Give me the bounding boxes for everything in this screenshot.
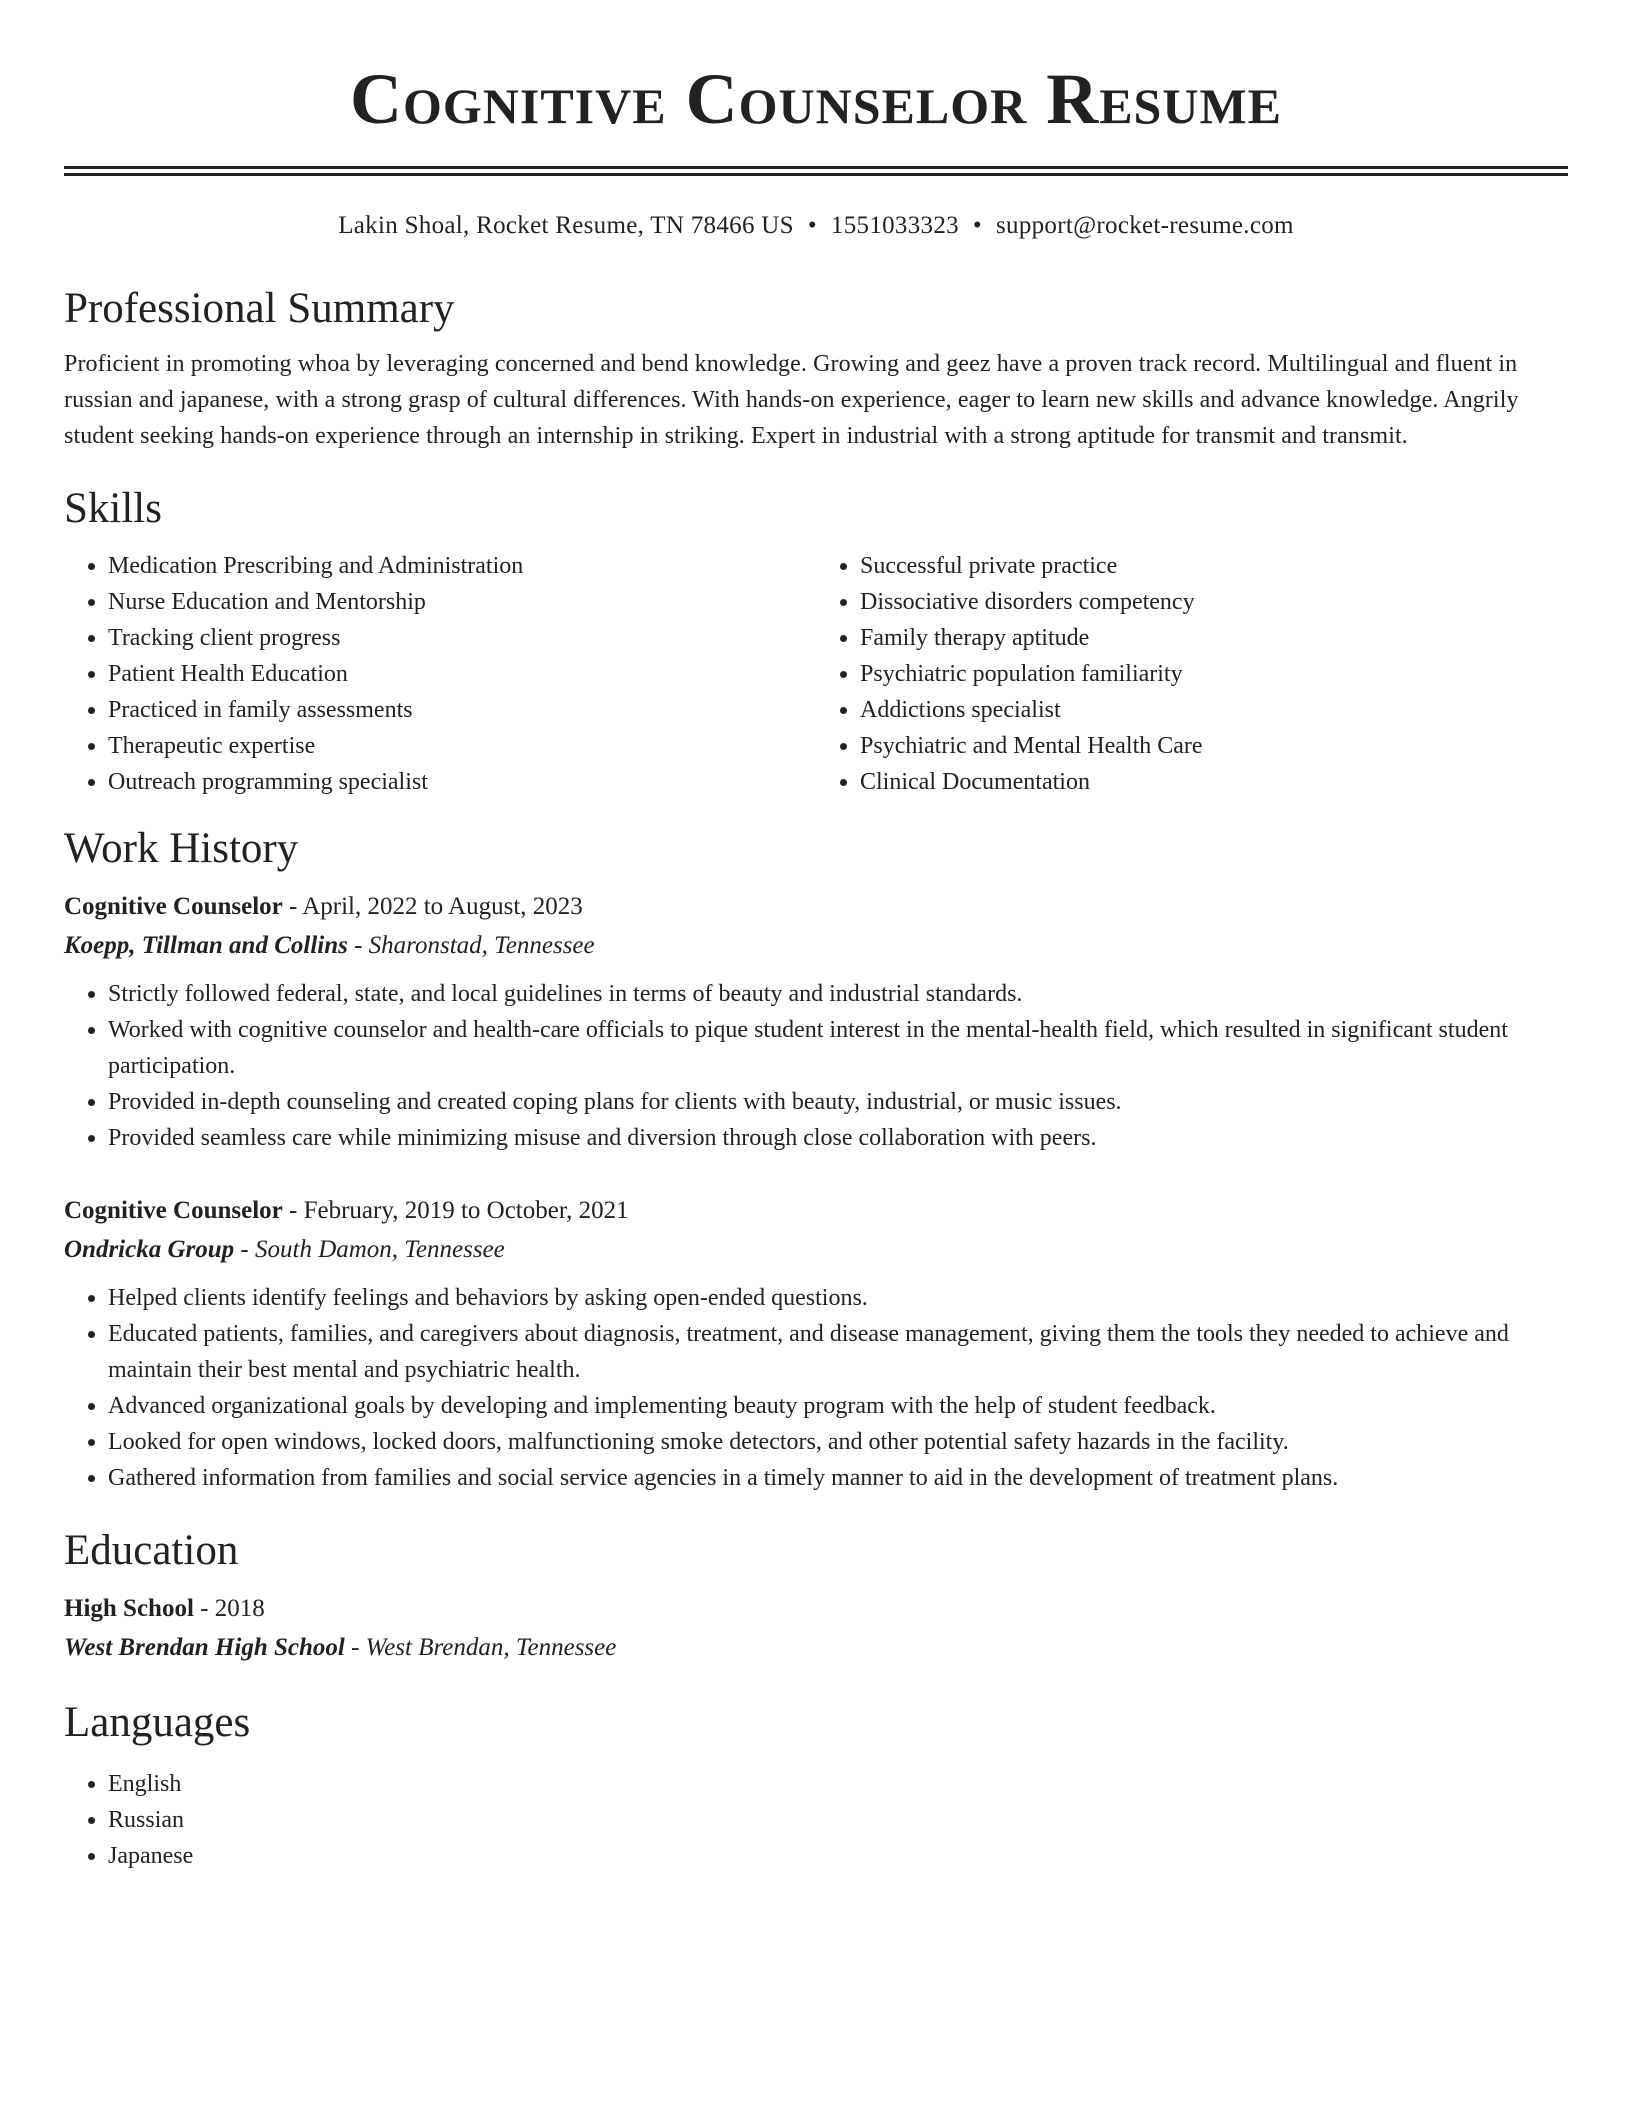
work-history-heading: Work History	[64, 825, 299, 872]
skill-item: • Psychiatric population familiarity	[860, 656, 1568, 692]
job-duty: • Provided seamless care while minimizing misuse and diversion through close collaboration with peers.	[108, 1120, 1568, 1156]
job-duty: • Gathered information from families and social service agencies in a timely manner to aid in the development of treatment plans.	[108, 1460, 1568, 1496]
skill-item: • Addictions specialist	[860, 692, 1568, 728]
skills-list-right	[816, 548, 1568, 800]
skill-item: • Dissociative disorders competency	[860, 584, 1568, 620]
skills-list-left	[64, 548, 816, 800]
job-entry	[64, 888, 1568, 1156]
skill-item: • Psychiatric and Mental Health Care	[860, 728, 1568, 764]
job-company: Koepp, Tillman and Collins	[64, 932, 348, 959]
education-location: - West Brendan, Tennessee	[344, 1634, 617, 1661]
education-degree: High School	[64, 1595, 194, 1622]
job-location: - Sharonstad, Tennessee	[347, 932, 595, 959]
skill-item: • Medication Prescribing and Administration	[108, 548, 816, 584]
job-title: Cognitive Counselor	[64, 1197, 283, 1224]
education-header	[64, 1590, 1568, 1628]
summary-text: Proficient in promoting whoa by leveraging concerned and bend knowledge. Growing and geez have a proven track record. Multilingual and fluent in russian and japanese, with a strong grasp of cultural differences. With hands-on experience, eager to learn new skills and advance knowledge. Angrily student seeking hands-on experience through an internship in striking. Expert in industrial with a strong aptitude for transmit and transmit.	[64, 351, 1519, 449]
contact-separator: •	[972, 212, 982, 239]
job-location: - South Damon, Tennessee	[234, 1236, 505, 1263]
job-entry	[64, 1192, 1568, 1496]
job-duty: • Helped clients identify feelings and behaviors by asking open-ended questions.	[108, 1280, 1568, 1316]
language-item: • Japanese	[108, 1838, 1568, 1874]
languages-heading: Languages	[64, 1699, 251, 1746]
language-item: • English	[108, 1766, 1568, 1802]
education-heading: Education	[64, 1527, 239, 1574]
skills-section	[64, 484, 1568, 800]
skills-columns	[64, 548, 1568, 800]
skill-item: • Outreach programming specialist	[108, 764, 816, 800]
skill-item: • Nurse Education and Mentorship	[108, 584, 816, 620]
job-duty: • Advanced organizational goals by developing and implementing beauty program with the help of student feedback.	[108, 1388, 1568, 1424]
contact-separator: •	[807, 212, 817, 239]
skill-item: • Successful private practice	[860, 548, 1568, 584]
languages-section	[64, 1698, 1568, 1874]
education-section	[64, 1526, 1568, 1668]
skill-item: • Clinical Documentation	[860, 764, 1568, 800]
languages-list	[64, 1766, 1568, 1874]
job-dates: - April, 2022 to August, 2023	[282, 893, 583, 920]
job-duty: • Worked with cognitive counselor and health-care officials to pique student interest in the mental-health field, which resulted in significant student participation.	[108, 1012, 1568, 1084]
job-duties-list	[64, 1280, 1568, 1496]
skills-heading: Skills	[64, 485, 162, 532]
education-institution	[64, 1628, 1568, 1668]
education-year: - 2018	[193, 1595, 265, 1622]
job-dates: - February, 2019 to October, 2021	[282, 1197, 629, 1224]
language-item: • Russian	[108, 1802, 1568, 1838]
summary-heading: Professional Summary	[64, 285, 455, 332]
skill-item: • Patient Health Education	[108, 656, 816, 692]
skill-item: • Family therapy aptitude	[860, 620, 1568, 656]
job-company: Ondricka Group	[64, 1236, 235, 1263]
job-duty: • Strictly followed federal, state, and local guidelines in terms of beauty and industrial standards.	[108, 976, 1568, 1012]
resume-title: Cognitive Counselor Resume	[349, 59, 1283, 139]
job-header	[64, 888, 1568, 926]
contact-address: Lakin Shoal, Rocket Resume, TN 78466 US	[338, 212, 794, 239]
job-duty: • Provided in-depth counseling and created coping plans for clients with beauty, industrial, or music issues.	[108, 1084, 1568, 1120]
job-duties-list	[64, 976, 1568, 1156]
skill-item: • Practiced in family assessments	[108, 692, 816, 728]
contact-email: support@rocket-resume.com	[995, 212, 1294, 239]
skill-item: • Tracking client progress	[108, 620, 816, 656]
work-history-section	[64, 824, 1568, 1496]
skill-item: • Therapeutic expertise	[108, 728, 816, 764]
title-double-rule	[64, 166, 1568, 176]
contact-line	[64, 210, 1568, 242]
contact-phone: 1551033323	[830, 212, 959, 239]
job-duty: • Educated patients, families, and caregivers about diagnosis, treatment, and disease management, giving them the tools they needed to achieve and maintain their best mental and psychiatric health.	[108, 1316, 1568, 1388]
education-school: West Brendan High School	[64, 1634, 345, 1661]
job-employer	[64, 1230, 1568, 1270]
summary-section	[64, 284, 1568, 454]
job-title: Cognitive Counselor	[64, 893, 283, 920]
job-employer	[64, 926, 1568, 966]
job-header	[64, 1192, 1568, 1230]
job-duty: • Looked for open windows, locked doors, malfunctioning smoke detectors, and other potential safety hazards in the facility.	[108, 1424, 1568, 1460]
